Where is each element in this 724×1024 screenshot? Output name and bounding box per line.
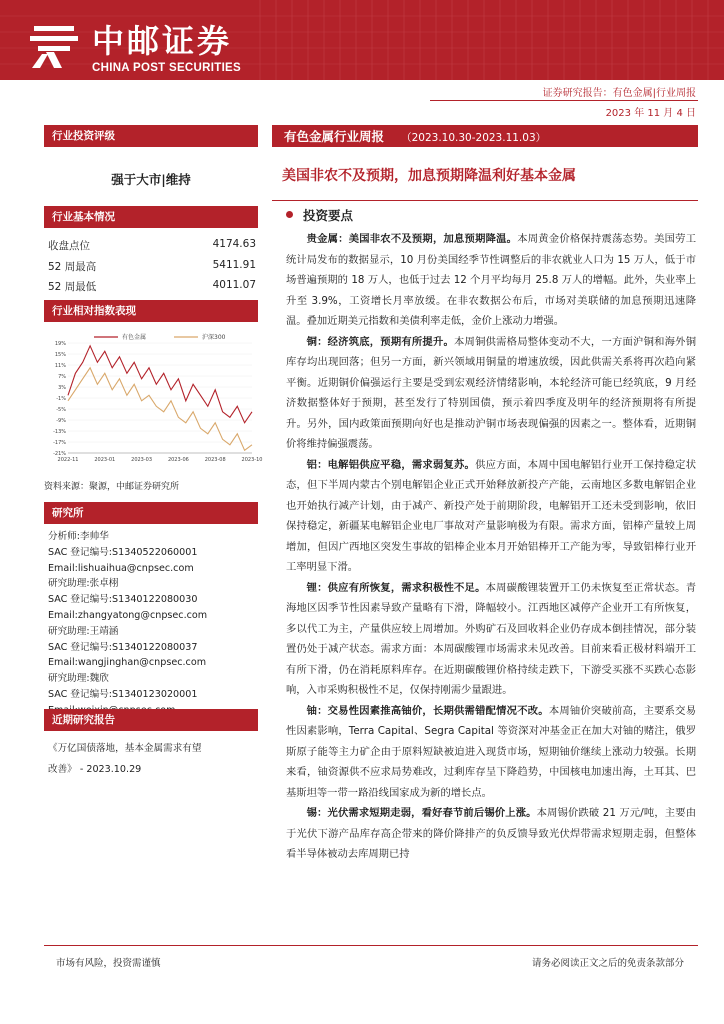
industry-rating: 强于大市|维持 [111,172,191,187]
disclaimer-note: 请务必阅读正文之后的免责条款部分 [531,958,684,969]
paragraph-aluminum [286,455,696,578]
paragraph-lithium [286,578,696,701]
analyst-line: 研究助理:张卓栩 [48,578,119,590]
report-title-bar [272,125,698,147]
chart-y-tick-label: 11% [54,363,66,369]
chart-legend-label: 沪深300 [202,334,226,341]
key-points-title [286,206,353,224]
paragraph-lead: 铀：交易性因素推高铀价，长期供需错配情况不改。 [306,704,549,717]
analyst-line: 研究助理:魏欣 [48,673,109,685]
chart-y-tick-label: -9% [56,418,66,424]
chart-y-tick-label: 3% [58,385,66,391]
paragraph-lead: 锡：光伏需求短期走弱，看好春节前后锡价上涨。 [306,807,537,819]
basic-info-label: 52 周最高 [48,261,97,273]
header-banner [0,0,724,80]
chart-x-tick-label: 2023-03 [131,457,153,463]
analyst-line: 研究助理:王靖涵 [48,625,119,637]
recent-report-link[interactable] [48,738,262,780]
china-post-logo-icon [28,18,80,70]
paragraph-text: 供应方面，本周中国电解铝行业开工保持稳定状态，但下半周内蒙古个别电解铝企业正式开始释放新投产产能，云南地区多数电解铝企业也开始执行减产计划，由于减产、新投产处于前期阶段，电解铝开工还未受到影响，依旧保持稳定，新疆某电解铝企业电厂事故对产量影响极为有限。需求方面，铝棒产量较上周增加，但因广西地区突发生事故的铝棒企业本月开始铝棒开工产能为零，导致铝棒行业开工率明显下滑。 [286,458,697,573]
chart-y-tick-label: -5% [56,407,66,413]
report-date: 2023 年 11 月 4 日 [605,108,696,119]
chart-source: 资料来源：聚源，中邮证券研究所 [44,482,180,492]
analyst-line: SAC 登记编号:S1340122080030 [48,594,198,606]
risk-warning: 市场有风险，投资需谨慎 [56,958,161,969]
paragraph-copper [286,332,696,455]
chart-x-tick-label: 2023-10 [241,457,263,463]
paragraph-lead: 铜：经济筑底，预期有所提升。 [306,335,455,348]
basic-info-value: 5411.91 [212,259,256,271]
report-type: 证券研究报告：有色金属|行业周报 [542,88,696,99]
analyst-line: SAC 登记编号:S1340123020001 [48,688,198,700]
paragraph-text: 本周铀价突破前高，主要系交易性因素影响，Terra Capital、Segra Capital 等资深对冲基金正在加大对铀的赌注，俄罗斯原子能等主力矿企由于原料短缺被迫进入现货市场，短期铀价继续上涨动力较强。长期来看，铀资源供不应求局势难改，过剩库存呈下降趋势，中国核电加速出海，土耳其、巴基斯坦等一带一路沿线国家成为新的增长点。 [286,704,697,799]
paragraph-lead: 铝：电解铝供应平稳，需求弱复苏。 [306,458,476,471]
paragraph-text: 本周锡价跌破 21 万元/吨，主要由于光伏下游产品库存高企带来的降价降排产的负反馈导致光伏焊带需求短期走弱，但整体看半导体被动去库周期已持 [286,807,697,860]
report-date-range: （2023.10.30-2023.11.03） [401,132,547,144]
chart-y-tick-label: 7% [58,374,66,380]
analyst-line: SAC 登记编号:S1340522060001 [48,546,198,558]
paragraph-lead: 锂：供应有所恢复，需求积极性不足。 [306,581,486,594]
paragraph-tin [286,803,696,865]
recent-report-line: 改善》 - 2023.10.29 [48,764,142,775]
brand-name-cn: 中邮证券 [92,22,233,60]
basic-info-row [48,279,258,294]
basic-info-section-title: 行业基本情况 [44,206,258,228]
chart-y-tick-label: -13% [53,429,66,435]
chart-y-tick-label: -17% [53,440,66,446]
chart-y-tick-label: -21% [53,451,66,457]
chart-series-line [68,346,252,423]
research-section-title: 研究所 [44,502,258,524]
basic-info-row [48,259,258,274]
key-points-body [286,229,696,865]
recent-report-line: 《万亿国债落地，基本金属需求有望 [48,743,202,754]
basic-info-row [48,238,258,253]
analyst-list [48,529,262,719]
chart-y-tick-label: -1% [56,396,66,402]
recent-reports-section-title: 近期研究报告 [44,709,258,731]
paragraph-text: 本周铜供需格局整体变动不大，一方面沪铜和海外铜库存均出现回落；但另一方面，新兴领域用铜量的增速放缓，因此供需关系将再次趋向紧平衡。近期铜价偏强运行主要是受到宏观经济情绪影响，本轮经济可能已经筑底，9 月经济数据整体好于预期，甚至发行了特别国债，预示着四季度及明年的经济预期将有所提升。另外，国内政策面预期向好也是推动沪铜市场表现偏强的因素之一。整体看，近期铜价将维持偏强震荡。 [286,335,697,450]
analyst-email[interactable]: Email:wangjinghan@cnpsec.com [48,657,207,669]
chart-legend-label: 有色金属 [122,334,147,341]
headline-divider [272,200,698,201]
chart-y-tick-label: 19% [54,341,66,347]
footer-divider [44,945,698,946]
basic-info-label: 收盘点位 [48,240,90,252]
bullet-dot-icon [286,211,293,218]
performance-section-title: 行业相对指数表现 [44,300,258,322]
analyst-email[interactable]: Email:zhangyatong@cnpsec.com [48,609,208,621]
paragraph-text: 本周黄金价格保持震荡态势。美国劳工统计局发布的数据显示，10 月份美国经季节性调整后的非农就业人口为 15 万人，低于市场普遍预期的 18 万人，也低于过去 12 个月平均每月 25.8 万人的增幅。此外，失业率上升至 3.9%，工资增长月率放缓。在非农数据公布后，市场对美联储的加息预期迅速降温。叠加近期美元指数和美债利率走低，金价上涨动力增强。 [286,233,697,327]
chart-y-tick-label: 15% [54,352,66,358]
rating-section-title: 行业投资评级 [44,125,258,147]
analyst-email[interactable]: Email:lishuaihua@cnpsec.com [48,562,194,574]
basic-info-label: 52 周最低 [48,281,97,293]
relative-index-chart [44,331,263,469]
paragraph-text: 本周碳酸锂装置开工仍未恢复至正常状态。青海地区因季节性因素导致产量略有下滑，降幅较小。江西地区减停产企业开工有所恢复，多以代工为主，产量供应较上周增加。外购矿石及回收料企业仍存成本倒挂情况，部分装置仍处于减产状态。需求方面：本周碳酸锂市场需求未见改善。目前来看正极材料端开工有所下滑，仍在消耗原料库存。在近期碳酸锂价格持续走跌下，下游受买涨不买跌心态影响，入市采购积极性不足，仅保持刚需少量跟进。 [286,581,697,696]
analyst-line: 分析师:李帅华 [48,531,109,542]
chart-x-tick-label: 2022-11 [57,457,79,463]
header-divider [430,100,698,101]
paragraph-precious-metals [286,229,696,332]
basic-info-value: 4011.07 [212,279,256,291]
chart-x-tick-label: 2023-06 [167,457,189,463]
paragraph-uranium [286,701,696,804]
report-title: 有色金属行业周报 [284,129,385,144]
brand-name-en: CHINA POST SECURITIES [92,62,241,74]
chart-x-tick-label: 2023-08 [204,457,226,463]
relative-index-chart-svg [44,331,263,469]
report-headline: 美国非农不及预期，加息预期降温利好基本金属 [282,168,576,184]
basic-info-value: 4174.63 [212,238,256,250]
analyst-line: SAC 登记编号:S1340122080037 [48,641,198,653]
paragraph-lead: 贵金属：美国非农不及预期，加息预期降温。 [306,233,518,245]
chart-x-tick-label: 2023-01 [94,457,116,463]
key-points-label: 投资要点 [303,208,354,223]
